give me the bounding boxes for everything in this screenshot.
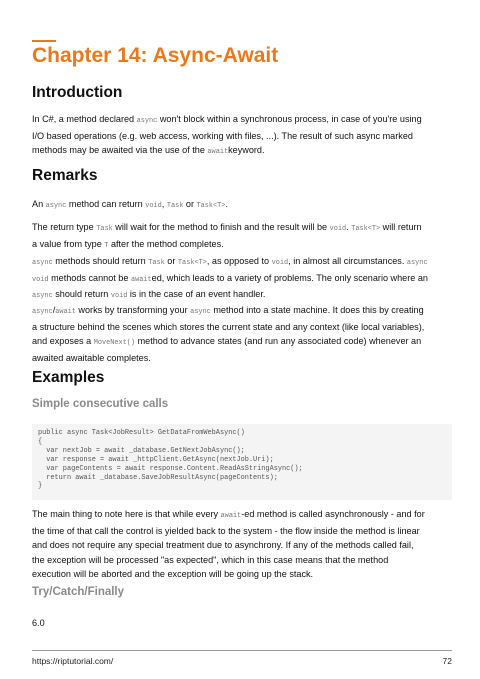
remarks-paragraph-4: async/await works by transforming your async method into a state machine. It does this by creating a structure behind the scenes which stores the current state and any context (like local variables), and exposes a MoveNext() method to advance states (and run any associated code) whenever an awaited awaitable completes. <box>32 305 425 363</box>
code-block <box>32 424 452 500</box>
example-subheading-try-catch: Try/Catch/Finally <box>32 586 125 598</box>
remarks-heading: Remarks <box>32 167 98 184</box>
examples-heading: Examples <box>32 369 105 386</box>
page-number: 72 <box>442 656 452 666</box>
code-line: { <box>38 437 43 446</box>
remarks-paragraph-2: The return type Task will wait for the method to finish and the result will be void. Task<T> will return a value from type T after the method completes. <box>32 222 422 250</box>
footer-url-link[interactable]: https://riptutorial.com/ <box>32 656 114 666</box>
chapter-title: Chapter 14: Async-Await <box>32 44 279 67</box>
introduction-heading: Introduction <box>32 84 123 101</box>
remarks-paragraph-3: async methods should return Task or Task<T>, as opposed to void, in almost all circumstances. async void methods cannot be awaited, which leads to a variety of problems. The only scenario where an async should return void is in the case of an event handler. <box>32 256 428 301</box>
examples-paragraph: The main thing to note here is that while every await-ed method is called asynchronously - and for the time of that call the control is yielded back to the system - the flow inside the method is linear and does not require any special treatment due to asynchrony. If any of the methods called fail, the exception will be processed "as expected", which in this case means that the method execution will be aborted and the exception will be going up the stack. <box>32 509 425 580</box>
code-line: return await _database.SaveJobResultAsync(pageContents); <box>38 473 278 482</box>
remarks-paragraph-1: An async method can return void, Task or Task<T>. <box>32 199 228 210</box>
example-subheading-simple-calls: Simple consecutive calls <box>32 398 169 410</box>
code-line: public async Task<JobResult> GetDataFromWebAsync() <box>38 429 245 437</box>
version-label: 6.0 <box>32 618 45 628</box>
footer-divider <box>32 650 452 651</box>
code-line: } <box>38 482 43 491</box>
code-line: var pageContents = await response.Content.ReadAsStringAsync(); <box>38 464 303 473</box>
code-line: var response = await _httpClient.GetAsync(nextJob.Uri); <box>38 455 274 464</box>
code-line: var nextJob = await _database.GetNextJobAsync(); <box>38 446 245 455</box>
introduction-paragraph: In C#, a method declared async won't block within a synchronous process, in case of you're using I/O based operations (e.g. web access, working with files, ...). The result of such async marked methods may be awaited via the use of the awaitkeyword. <box>32 114 422 157</box>
chapter-accent-bar <box>32 40 56 42</box>
